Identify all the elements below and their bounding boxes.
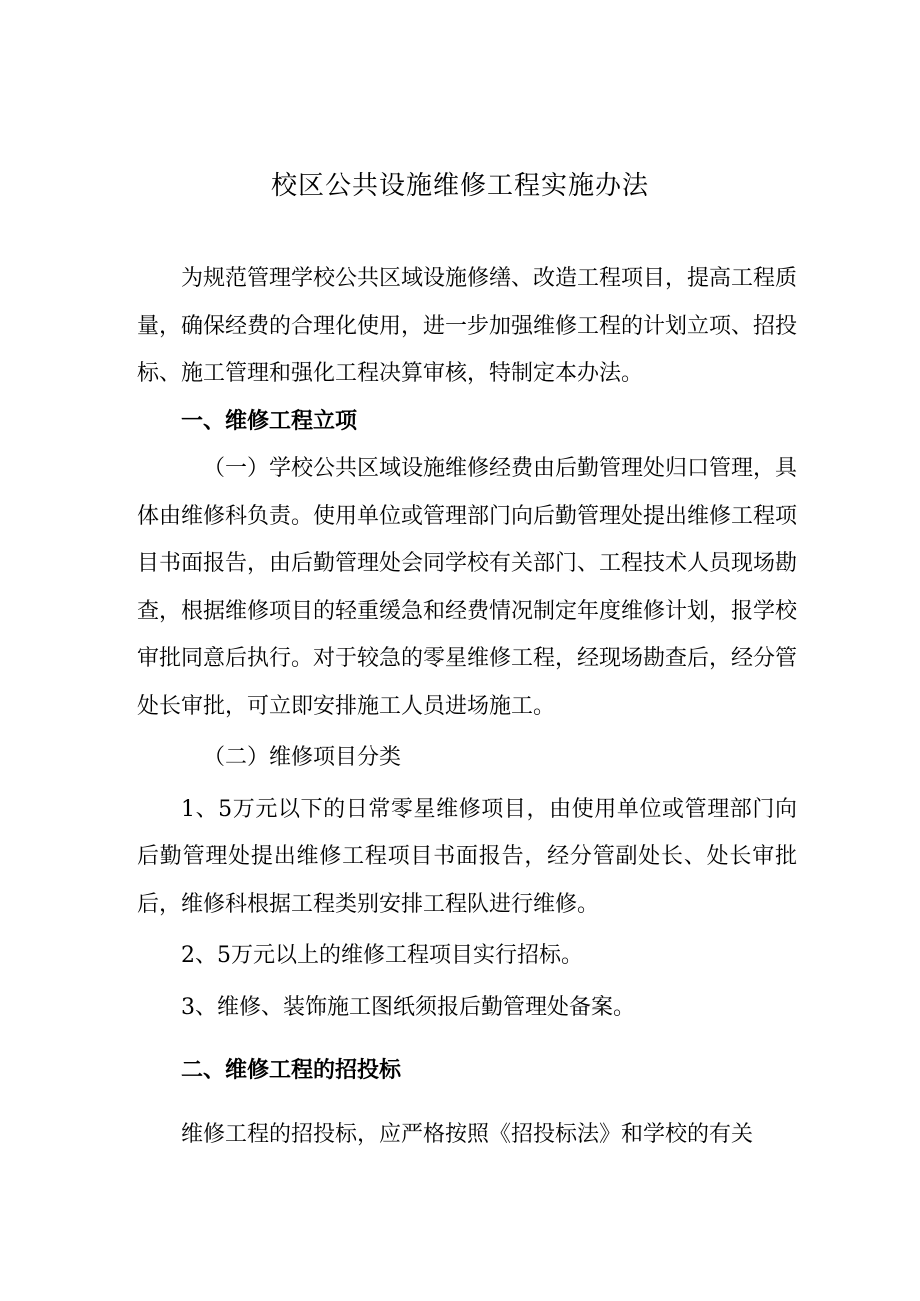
document-body [137,255,797,1158]
section-1-item-2: （二）维修项目分类 [203,745,402,770]
section-1-heading: 一、维修工程立项 [181,407,358,434]
section-1-point-3: 3、维修、装饰施工图纸须报后勤管理处备案。 [181,994,635,1020]
section-1-item-1: （一）学校公共区域设施维修经费由后勤管理处归口管理，具体由维修科负责。使用单位或管理部门向后勤管理处提出维修工程项目书面报告，由后勤管理处会同学校有关部门、工程技术人员现场勘查，根据维修项目的轻重缓急和经费情况制定年度维修计划，报学校审批同意后执行。对于较急的零星维修工程，经现场勘查后，经分管处长审批，可立即安排施工人员进场施工。 [137,456,798,719]
section-2-heading: 二、维修工程的招投标 [181,1057,402,1083]
section-1-point-1: 1、5万元以下的日常零星维修项目，由使用单位或管理部门向后勤管理处提出维修工程项目书面报告，经分管副处长、处长审批后，维修科根据工程类别安排工程队进行维修。 [137,796,797,917]
document-title: 校区公共设施维修工程实施办法 [270,171,649,201]
section-2-paragraph-1: 维修工程的招投标，应严格按照《招投标法》和学校的有关 [181,1121,754,1147]
intro-paragraph: 为规范管理学校公共区域设施修缮、改造工程项目，提高工程质量，确保经费的合理化使用，进一步加强维修工程的计划立项、招投标、施工管理和强化工程决算审核，特制定本办法。 [137,266,798,386]
section-1-point-2: 2、5万元以上的维修工程项目实行招标。 [181,943,583,968]
